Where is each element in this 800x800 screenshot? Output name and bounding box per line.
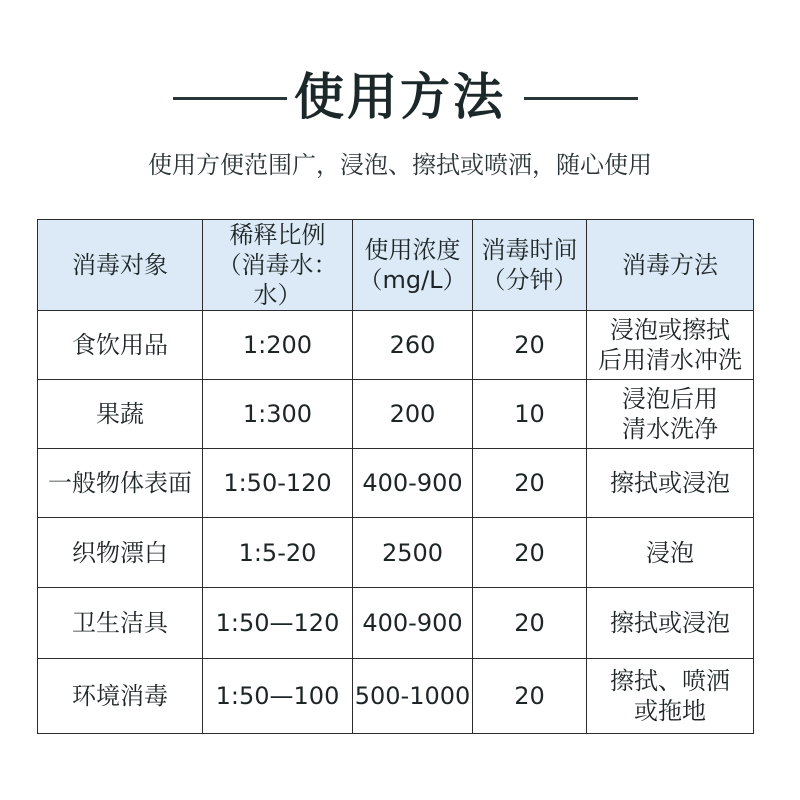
method-line: 浸泡或擦拭: [610, 316, 730, 344]
cell-object: 食饮用品: [38, 311, 203, 380]
cell-time: 20: [473, 449, 587, 518]
cell-object: 织物漂白: [38, 518, 203, 588]
method-line: 擦拭或浸泡: [610, 469, 730, 497]
cell-concentration: 260: [353, 311, 473, 380]
cell-concentration: 400-900: [353, 449, 473, 518]
cell-ratio: 1:50-120: [203, 449, 353, 518]
header-cell-object: [38, 220, 203, 311]
table-header: [38, 220, 754, 311]
cell-ratio: 1:50—120: [203, 588, 353, 659]
table-row: [38, 449, 754, 518]
table-row: [38, 518, 754, 588]
table-row: [38, 588, 754, 659]
header-cell-method: [587, 220, 754, 311]
title-section: [0, 62, 800, 132]
header-label: 消毒时间: [481, 236, 578, 264]
table-row: [38, 380, 754, 449]
title-divider-right: [524, 97, 638, 100]
cell-time: 20: [473, 311, 587, 380]
cell-concentration: 400-900: [353, 588, 473, 659]
cell-method: [587, 311, 754, 380]
cell-method: [587, 659, 754, 734]
cell-ratio: 1:200: [203, 311, 353, 380]
cell-time: 10: [473, 380, 587, 449]
page-subtitle: 使用方便范围广，浸泡、擦拭或喷洒，随心使用: [148, 151, 652, 179]
cell-concentration: 200: [353, 380, 473, 449]
cell-object: 卫生洁具: [38, 588, 203, 659]
method-line: 浸泡后用: [622, 385, 718, 413]
cell-object: 果蔬: [38, 380, 203, 449]
header-sublabel: （mg/L）: [358, 266, 467, 294]
table-row: [38, 311, 754, 380]
header-label: 消毒方法: [622, 251, 718, 279]
method-line: 后用清水冲洗: [598, 346, 742, 374]
cell-time: 20: [473, 518, 587, 588]
cell-ratio: 1:5-20: [203, 518, 353, 588]
header-sublabel: （消毒水：水）: [217, 251, 338, 309]
cell-ratio: 1:50—100: [203, 659, 353, 734]
method-line: 浸泡: [646, 538, 694, 567]
cell-time: 20: [473, 659, 587, 734]
cell-object: 环境消毒: [38, 659, 203, 734]
header-label: 消毒对象: [72, 251, 168, 279]
table-header-row: [38, 220, 754, 311]
header-label: 使用浓度: [364, 236, 461, 264]
page-title: 使用方法: [294, 68, 506, 126]
method-line: 或拖地: [634, 697, 706, 725]
cell-object: 一般物体表面: [38, 449, 203, 518]
cell-method: [587, 380, 754, 449]
cell-concentration: 2500: [353, 518, 473, 588]
header-label: 稀释比例: [229, 221, 326, 249]
cell-method: [587, 449, 754, 518]
table-body: [38, 311, 754, 734]
method-line: 擦拭、喷洒: [610, 667, 730, 695]
cell-method: [587, 518, 754, 588]
header-cell-ratio: [203, 220, 353, 311]
cell-concentration: 500-1000: [353, 659, 473, 734]
table-row: [38, 659, 754, 734]
usage-table: [37, 219, 754, 734]
header-cell-time: [473, 220, 587, 311]
method-line: 清水洗净: [622, 415, 718, 443]
cell-time: 20: [473, 588, 587, 659]
method-line: 擦拭或浸泡: [610, 609, 730, 637]
cell-method: [587, 588, 754, 659]
header-sublabel: （分钟）: [481, 266, 578, 294]
cell-ratio: 1:300: [203, 380, 353, 449]
header-cell-concentration: [353, 220, 473, 311]
